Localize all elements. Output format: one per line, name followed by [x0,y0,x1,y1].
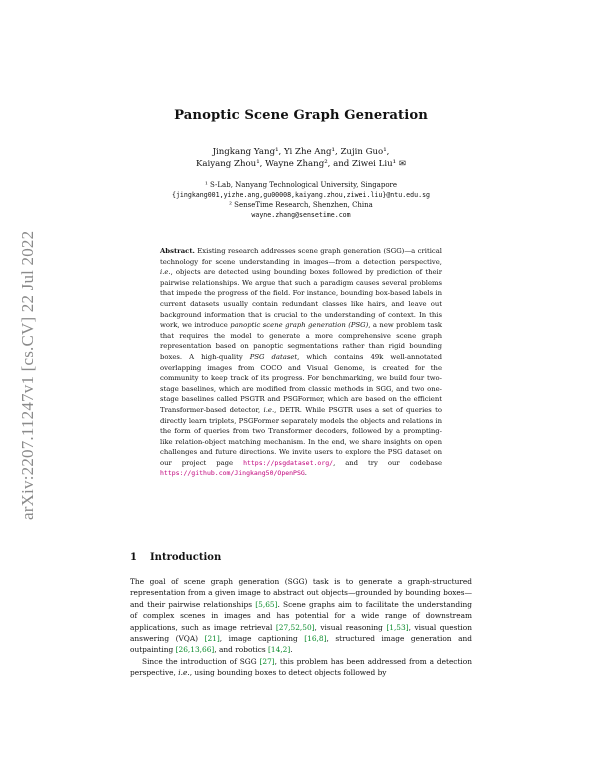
intro-text: , using bounding boxes to detect objects followed by [189,668,387,678]
author-line-2: Kaiyang Zhou¹, Wayne Zhang², and Ziwei Liu¹ ✉ [195,159,407,169]
affiliations [130,180,472,220]
intro-text: Since the introduction of SGG [142,656,260,666]
citation-link[interactable]: [16,8] [304,634,327,644]
section-title: Introduction [150,552,222,563]
abstract-text-b: , objects are detected using bounding boxes followed by prediction of their pairwise relationships. We argue that such a paradigm causes several problems that impede the progress of the field. For instance, bounding box-based labels in current datasets usually contain redundant classes like hairs, and leave out background information that is crucial to the understanding of context. In this work, we introduce [160,268,442,330]
citation-link[interactable]: [5,65] [255,599,278,609]
citation-link[interactable]: [14,2] [268,645,291,655]
intro-text: . Scene graphs aim to facilitate the understanding of complex scenes in images and has potential for a wide range of downstream applications, such as image retrieval [130,599,472,632]
author-line-1: Jingkang Yang¹, Yi Zhe Ang¹, Zujin Guo¹, [212,147,390,157]
abstract-ie-2: i.e. [263,405,275,414]
intro-text: The goal of scene graph generation (SGG) task is to generate a graph-structured representation from a given image to abstract out objects—grounded by bounding boxes—and their pairwise relationships [130,577,472,609]
intro-text: , this problem has been addressed from a detection perspective, [130,656,472,678]
abstract-text-g: . [304,469,307,478]
affiliation-1: ¹ S-Lab, Nanyang Technological University, Singapore [204,181,398,189]
citation-link[interactable]: [27] [259,656,275,666]
abstract-ie-1: i.e. [160,268,171,277]
abstract-psg-dataset: PSG dataset [249,352,298,361]
intro-ie: i.e. [178,668,190,678]
abstract-psg-task: panoptic scene graph generation (PSG) [230,321,369,330]
intro-text: , structured image generation and outpainting [130,634,472,655]
paper-title: Panoptic Scene Graph Generation [174,108,428,123]
abstract-text-c: , a new problem task that requires the model to generate a more comprehensive scene graph representation based on panoptic segmentations rather than rigid bounding boxes. A high-quality [160,321,442,361]
intro-text: . [290,645,293,655]
email-1: {jingkang001,yizhe.ang,gu00008,kaiyang.zhou,ziwei.liu}@ntu.edu.sg [171,191,431,199]
citation-link[interactable]: [27,52,50] [275,622,315,632]
affiliation-2: ² SenseTime Research, Shenzhen, China [229,201,373,209]
intro-paragraph-1 [130,576,472,656]
introduction-body [130,576,472,679]
intro-paragraph-2 [130,656,472,679]
email-2: wayne.zhang@sensetime.com [251,211,351,219]
project-page-link[interactable]: https://psgdataset.org/ [243,458,334,467]
section-number: 1 [130,552,137,563]
abstract-text-f: , and try our codebase [333,458,442,467]
codebase-link[interactable]: https://github.com/Jingkang50/OpenPSG [160,469,305,478]
section-heading-introduction [130,552,472,563]
abstract-text-a: Existing research addresses scene graph generation (SGG)—a critical technology for scene understanding in images—from a detection perspective, [160,247,442,266]
abstract-label: Abstract. [160,247,195,255]
arxiv-stamp: arXiv:2207.11247v1 [cs.CV] 22 Jul 2022 [18,230,37,520]
intro-text: , and robotics [214,645,269,655]
abstract-text-d: , which contains 49k well-annotated overlapping images from COCO and Visual Genome, is created for the community to keep track of its progress. For benchmarking, we build four two-stage baselines, which are modified from classic methods in SGG, and two one-stage baselines called PSGTR and PSGFormer, which are based on the efficient Transformer-based detector, [160,352,443,414]
intro-text: , visual reasoning [314,622,387,632]
citation-link[interactable]: [21] [204,634,220,644]
abstract-text-e: , DETR. While PSGTR uses a set of queries to directly learn triplets, PSGFormer separately models the objects and relations in the form of queries from two Transformer decoders, followed by a prompting-like relation-object matching mechanism. In the end, we share insights on open challenges and future directions. We invite users to explore the PSG dataset on our project page [160,405,442,467]
author-list [130,146,472,170]
intro-text: , image captioning [219,634,305,644]
abstract [160,246,442,479]
citation-link[interactable]: [26,13,66] [175,645,215,655]
intro-text: , visual question answering (VQA) [130,622,472,644]
citation-link[interactable]: [1,53] [386,622,409,632]
